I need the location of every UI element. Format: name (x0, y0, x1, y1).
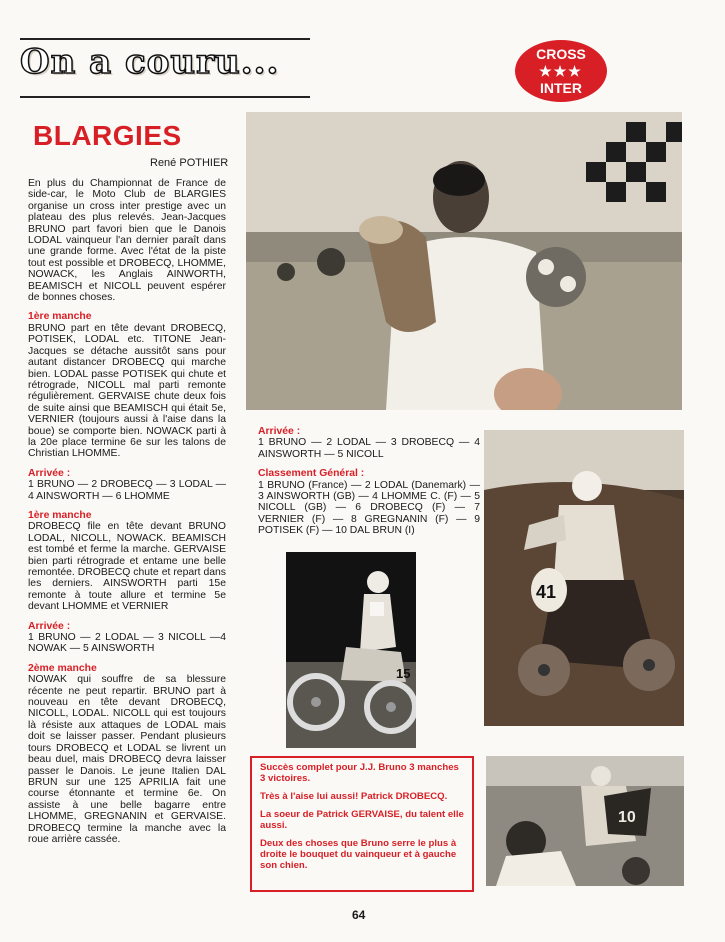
caption-3: La soeur de Patrick GERVAISE, du talent elle aussi. (260, 809, 464, 831)
heat3-text: NOWAK qui souffre de sa blessure récente ne peut repartir. BRUNO part à nouveau en tête devant DROBECQ, NICOLL, LODAL. NICOLL qui est toujours là résiste aux attaques de LODAL mais doit se laisser passer. Pendant plusieurs tours DROBECQ et LODAL se livrent un beau duel, mais DROBECQ devra laisser passer le Danois. Le jeune Italien DAL BRUN sur une 125 APRILIA fait une course étonnante et termine 6e. On assiste à une belle bagarre entre LHOMME, GREGNANIN et GERVAISE. DROBECQ termine la manche avec la roue arrière cassée. (28, 674, 226, 845)
result1-text: 1 BRUNO — 2 DROBECQ — 3 LODAL — 4 AINSWORTH — 6 LHOMME (28, 479, 226, 502)
page-number: 64 (352, 908, 366, 922)
plate-number-drobecq: 41 (536, 582, 557, 602)
author: René POTHIER (150, 157, 229, 169)
result1-title: Arrivée : (28, 467, 71, 479)
cross-inter-badge (515, 40, 607, 102)
left-column (28, 178, 226, 845)
badge-top: CROSS (536, 46, 586, 62)
winner-photo (246, 112, 682, 410)
result2-text: 1 BRUNO — 2 LODAL — 3 NICOLL —4 NOWAK — 5 AINSWORTH (28, 632, 226, 655)
caption-2: Très à l'aise lui aussi! Patrick DROBECQ. (260, 791, 448, 802)
rider-drobecq-photo (484, 430, 684, 726)
plate-number-bruno: 15 (396, 666, 411, 681)
heat1-title: 1ère manche (28, 311, 92, 323)
heat3-title: 2ème manche (28, 662, 97, 674)
heat1-text: BRUNO part en tête devant DROBECQ, POTISEK, LODAL etc. TITONE Jean-Jacques se détache aussitôt sans pour autant distancer DROBECQ qui marche bien. LODAL passe POTISEK qui chute et rétrograde, NICOLL mal parti remonte régulièrement. GERVAISE chute deux fois de suite ainsi que BEAMISCH qui était 5e, VERNIER (toujours aussi à l'aise dans la boue) se comporte bien. NOWACK parti à la 20e place termine 6e sur les talons de Christian LHOMME. (28, 322, 226, 460)
badge-stars: ★★★ (539, 63, 583, 79)
rider-bruno-photo (286, 552, 416, 748)
result2-title: Arrivée : (28, 620, 71, 632)
general-ranking-text: 1 BRUNO (France) — 2 LODAL (Danemark) — 3 AINSWORTH (GB) — 4 LHOMME C. (F) — 5 NICOLL (GB) — 6 DROBECQ (F) — 7 VERNIER (F) — 8 GREGNANIN (F) — 9 POTISEK (F) — 10 DAL BRUN (I) (258, 479, 480, 537)
section-title: On a couru... (20, 42, 280, 82)
header-rule-top (20, 38, 310, 40)
caption-4: Deux des choses que Bruno serre le plus à droite le bouquet du vainqueur et à gauche son chien. (260, 838, 457, 871)
rider-gervaise-photo (486, 756, 684, 886)
intro-paragraph: En plus du Championnat de France de side-car, le Moto Club de BLARGIES organise un cross inter prestige avec un plateau des plus relevés. Jean-Jacques BRUNO part favori bien que le Danois LODAL vainqueur l'an dernier paraît dans une grande forme. Avec l'état de la piste tout est possible et DROBECQ, LHOMME, NOWACK, les Anglais AINWORTH, BEAMISCH et NICOLL peuvent espérer de bonnes choses. (28, 178, 226, 304)
plate-number-gervaise: 10 (618, 809, 636, 826)
badge-bottom: INTER (540, 80, 582, 96)
caption-1: Succès complet pour J.J. Bruno 3 manches 3 victoires. (260, 762, 459, 784)
heat2-text: DROBECQ file en tête devant BRUNO LODAL, NICOLL, NOWACK. BEAMISCH est tombé et ferme la marche. GERVAISE bien parti rétrograde et entame une belle remontée. DROBECQ chute et repart dans les derniers. AINSWORTH parti 15e remonte à toute allure et termine 5e devant LHOMME et VERNIER (28, 521, 226, 613)
heat2-title: 1ère manche (28, 509, 92, 521)
general-ranking-title: Classement Général : (258, 468, 365, 480)
result3-title: Arrivée : (258, 426, 301, 437)
result3-text: 1 BRUNO — 2 LODAL — 3 DROBECQ — 4 AINSWORTH — 5 NICOLL (258, 437, 480, 460)
middle-column (258, 426, 480, 537)
article-title: BLARGIES (33, 120, 182, 151)
caption-box (250, 756, 474, 892)
header-rule-bottom (20, 96, 310, 98)
